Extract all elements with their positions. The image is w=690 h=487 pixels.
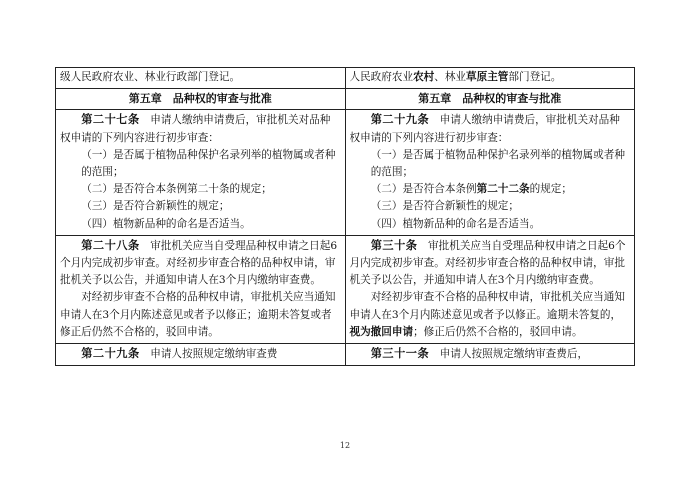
revised-text: 草原主管 — [466, 71, 509, 83]
paragraph — [350, 237, 631, 290]
paragraph — [60, 111, 341, 146]
table-row — [56, 68, 635, 89]
list-item: （四）植物新品种的命名是否适当。 — [370, 217, 541, 230]
list-item: （一）是否属于植物品种保护名录列举的植物属或者种的范围； — [81, 148, 336, 179]
chapter-row — [56, 89, 635, 110]
article-number: 第二十九条 — [370, 112, 430, 127]
list-item — [350, 181, 631, 198]
paragraph — [60, 345, 341, 363]
paragraph-text: 申请人按照规定缴纳审查费 — [139, 348, 278, 361]
paragraph-text: 申请人按照规定缴纳审查费后， — [429, 348, 589, 361]
paragraph: 对经初步审查不合格的品种权申请，审批机关应当通知申请人在3个月内陈述意见或者予以修正；逾期未答复或者修正后仍然不合格的，驳回申请。 — [60, 291, 336, 338]
paragraph-text: ；修正后仍然不合格的，驳回申请。 — [413, 325, 583, 338]
paragraph-text: 审批机关应当自受理品种权申请之日起6个月内完成初步审查。对经初步审查合格的品种权申请，审批机关予以公告，并通知申请人在3个月内缴纳审查费。 — [60, 239, 338, 287]
left-cell — [56, 344, 346, 366]
revised-text: 农村 — [413, 71, 435, 83]
article-number: 第二十七条 — [81, 112, 140, 127]
paragraph — [350, 345, 631, 363]
right-cell — [345, 235, 635, 343]
paragraph-text: 对经初步审查不合格的品种权申请，审批机关应当通知申请人在3个月内陈述意见或者予以修正。逾期未答复的， — [349, 291, 625, 321]
revised-text: 视为撤回申请 — [349, 325, 414, 338]
left-cell — [56, 68, 346, 89]
list-item: （三）是否符合新颖性的规定； — [81, 200, 230, 213]
table-row — [56, 235, 635, 343]
table-row — [56, 344, 635, 366]
table-row — [56, 110, 635, 235]
left-cell — [56, 110, 346, 235]
chapter-heading-right: 第五章 品种权的审查与批准 — [345, 89, 635, 110]
paragraph — [350, 111, 631, 146]
cell-text: 人民政府农业 — [349, 71, 414, 83]
article-number: 第二十九条 — [81, 346, 140, 361]
revised-text: 第二十二条 — [476, 183, 530, 196]
right-cell — [345, 68, 635, 89]
list-item: （四）植物新品种的命名是否适当。 — [81, 217, 251, 230]
article-number: 第二十八条 — [81, 237, 140, 252]
paragraph-text: 申请人缴纳申请费后，审批机关对品种权申请的下列内容进行初步审查： — [349, 114, 620, 144]
left-cell — [56, 235, 346, 343]
item-text: 的规定； — [529, 183, 572, 196]
paragraph-text: 审批机关应当自受理品种权申请之日起6个月内完成初步审查。对经初步审查合格的品种权申请，审批机关予以公告，并通知申请人在3个月内缴纳审查费。 — [349, 239, 626, 287]
list-item: （三）是否符合新颖性的规定； — [370, 200, 519, 213]
paragraph — [350, 289, 631, 341]
paragraph — [60, 237, 341, 290]
comparison-table — [55, 67, 635, 366]
paragraph-text: 申请人缴纳申请费后，审批机关对品种权申请的下列内容进行初步审查： — [60, 114, 331, 144]
item-text: （二）是否符合本条例 — [370, 183, 477, 196]
list-item: （二）是否符合本条例第二十条的规定； — [81, 183, 272, 196]
article-number: 第三十条 — [370, 237, 418, 252]
right-cell — [345, 344, 635, 366]
cell-text: 部门登记。 — [508, 71, 562, 83]
cell-text: 、林业 — [434, 71, 467, 83]
page-number: 12 — [339, 441, 351, 450]
cell-text: 级人民政府农业、林业行政部门登记。 — [60, 71, 241, 83]
right-cell — [345, 110, 635, 235]
chapter-heading-left: 第五章 品种权的审查与批准 — [56, 89, 346, 110]
list-item: （一）是否属于植物品种保护名录列举的植物属或者种的范围； — [370, 148, 625, 179]
article-number: 第三十一条 — [370, 346, 430, 361]
